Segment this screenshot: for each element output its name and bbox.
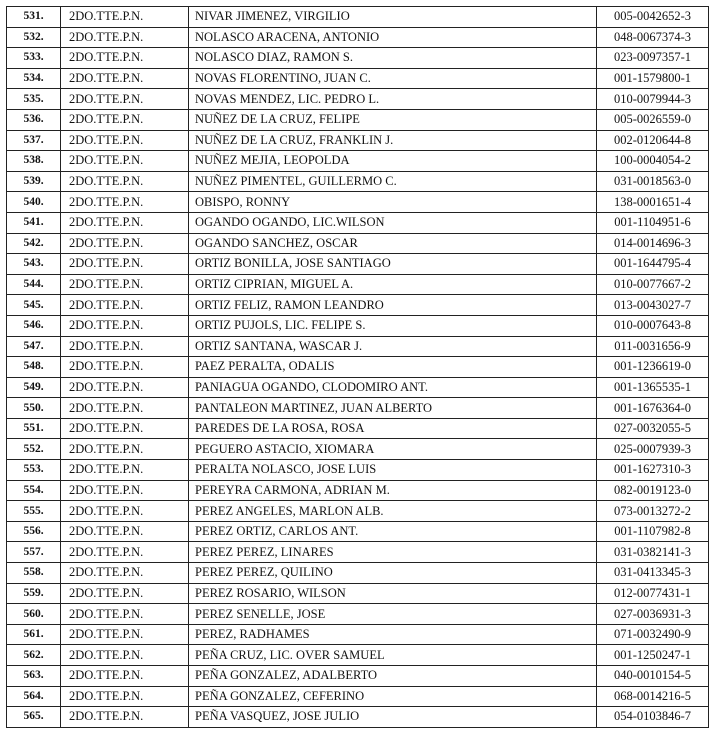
row-number: 538. <box>7 151 61 172</box>
rank-cell: 2DO.TTE.P.N. <box>61 645 189 666</box>
table-row <box>7 480 709 501</box>
id-number-cell: 001-1579800-1 <box>597 68 709 89</box>
name-cell: PEREZ ROSARIO, WILSON <box>189 583 597 604</box>
table-row <box>7 666 709 687</box>
id-number-cell: 001-1644795-4 <box>597 254 709 275</box>
rank-cell: 2DO.TTE.P.N. <box>61 89 189 110</box>
row-number: 553. <box>7 460 61 481</box>
name-cell: PEREYRA CARMONA, ADRIAN M. <box>189 480 597 501</box>
table-row <box>7 130 709 151</box>
name-cell: PANTALEON MARTINEZ, JUAN ALBERTO <box>189 398 597 419</box>
id-number-cell: 010-0007643-8 <box>597 315 709 336</box>
table-row <box>7 315 709 336</box>
name-cell: PEREZ PEREZ, QUILINO <box>189 563 597 584</box>
rank-cell: 2DO.TTE.P.N. <box>61 624 189 645</box>
row-number: 537. <box>7 130 61 151</box>
table-row <box>7 542 709 563</box>
table-row <box>7 563 709 584</box>
rank-cell: 2DO.TTE.P.N. <box>61 315 189 336</box>
name-cell: NUÑEZ PIMENTEL, GUILLERMO C. <box>189 171 597 192</box>
rank-cell: 2DO.TTE.P.N. <box>61 151 189 172</box>
rank-cell: 2DO.TTE.P.N. <box>61 460 189 481</box>
rank-cell: 2DO.TTE.P.N. <box>61 398 189 419</box>
row-number: 557. <box>7 542 61 563</box>
row-number: 563. <box>7 666 61 687</box>
name-cell: ORTIZ PUJOLS, LIC. FELIPE S. <box>189 315 597 336</box>
row-number: 556. <box>7 521 61 542</box>
name-cell: PEREZ ANGELES, MARLON ALB. <box>189 501 597 522</box>
rank-cell: 2DO.TTE.P.N. <box>61 171 189 192</box>
id-number-cell: 068-0014216-5 <box>597 686 709 707</box>
row-number: 533. <box>7 48 61 69</box>
row-number: 554. <box>7 480 61 501</box>
id-number-cell: 031-0413345-3 <box>597 563 709 584</box>
id-number-cell: 138-0001651-4 <box>597 192 709 213</box>
table-row <box>7 418 709 439</box>
personnel-table <box>6 6 709 728</box>
id-number-cell: 014-0014696-3 <box>597 233 709 254</box>
id-number-cell: 027-0032055-5 <box>597 418 709 439</box>
row-number: 562. <box>7 645 61 666</box>
name-cell: OGANDO SANCHEZ, OSCAR <box>189 233 597 254</box>
table-row <box>7 192 709 213</box>
id-number-cell: 054-0103846-7 <box>597 707 709 728</box>
name-cell: NOVAS FLORENTINO, JUAN C. <box>189 68 597 89</box>
rank-cell: 2DO.TTE.P.N. <box>61 563 189 584</box>
id-number-cell: 001-1104951-6 <box>597 212 709 233</box>
name-cell: PERALTA NOLASCO, JOSE LUIS <box>189 460 597 481</box>
table-row <box>7 274 709 295</box>
row-number: 532. <box>7 27 61 48</box>
row-number: 536. <box>7 109 61 130</box>
row-number: 542. <box>7 233 61 254</box>
name-cell: OGANDO OGANDO, LIC.WILSON <box>189 212 597 233</box>
table-row <box>7 212 709 233</box>
id-number-cell: 100-0004054-2 <box>597 151 709 172</box>
row-number: 550. <box>7 398 61 419</box>
id-number-cell: 031-0018563-0 <box>597 171 709 192</box>
row-number: 552. <box>7 439 61 460</box>
id-number-cell: 040-0010154-5 <box>597 666 709 687</box>
table-row <box>7 460 709 481</box>
id-number-cell: 010-0077667-2 <box>597 274 709 295</box>
name-cell: PEÑA GONZALEZ, CEFERINO <box>189 686 597 707</box>
name-cell: PEÑA VASQUEZ, JOSE JULIO <box>189 707 597 728</box>
id-number-cell: 001-1627310-3 <box>597 460 709 481</box>
row-number: 564. <box>7 686 61 707</box>
rank-cell: 2DO.TTE.P.N. <box>61 233 189 254</box>
name-cell: PEÑA CRUZ, LIC. OVER SAMUEL <box>189 645 597 666</box>
row-number: 548. <box>7 357 61 378</box>
id-number-cell: 023-0097357-1 <box>597 48 709 69</box>
rank-cell: 2DO.TTE.P.N. <box>61 254 189 275</box>
table-row <box>7 583 709 604</box>
row-number: 545. <box>7 295 61 316</box>
table-row <box>7 645 709 666</box>
row-number: 531. <box>7 7 61 28</box>
name-cell: NOVAS MENDEZ, LIC. PEDRO L. <box>189 89 597 110</box>
rank-cell: 2DO.TTE.P.N. <box>61 521 189 542</box>
name-cell: ORTIZ CIPRIAN, MIGUEL A. <box>189 274 597 295</box>
rank-cell: 2DO.TTE.P.N. <box>61 686 189 707</box>
name-cell: OBISPO, RONNY <box>189 192 597 213</box>
id-number-cell: 010-0079944-3 <box>597 89 709 110</box>
row-number: 539. <box>7 171 61 192</box>
id-number-cell: 048-0067374-3 <box>597 27 709 48</box>
rank-cell: 2DO.TTE.P.N. <box>61 604 189 625</box>
rank-cell: 2DO.TTE.P.N. <box>61 48 189 69</box>
row-number: 558. <box>7 563 61 584</box>
rank-cell: 2DO.TTE.P.N. <box>61 707 189 728</box>
table-row <box>7 686 709 707</box>
table-row <box>7 398 709 419</box>
rank-cell: 2DO.TTE.P.N. <box>61 212 189 233</box>
table-row <box>7 604 709 625</box>
id-number-cell: 013-0043027-7 <box>597 295 709 316</box>
table-row <box>7 48 709 69</box>
row-number: 540. <box>7 192 61 213</box>
table-row <box>7 336 709 357</box>
table-row <box>7 171 709 192</box>
id-number-cell: 012-0077431-1 <box>597 583 709 604</box>
name-cell: PEGUERO ASTACIO, XIOMARA <box>189 439 597 460</box>
rank-cell: 2DO.TTE.P.N. <box>61 7 189 28</box>
id-number-cell: 001-1107982-8 <box>597 521 709 542</box>
name-cell: NUÑEZ MEJIA, LEOPOLDA <box>189 151 597 172</box>
table-row <box>7 68 709 89</box>
row-number: 561. <box>7 624 61 645</box>
rank-cell: 2DO.TTE.P.N. <box>61 666 189 687</box>
table-row <box>7 377 709 398</box>
rank-cell: 2DO.TTE.P.N. <box>61 274 189 295</box>
table-row <box>7 707 709 728</box>
id-number-cell: 027-0036931-3 <box>597 604 709 625</box>
table-row <box>7 521 709 542</box>
rank-cell: 2DO.TTE.P.N. <box>61 357 189 378</box>
row-number: 559. <box>7 583 61 604</box>
name-cell: NUÑEZ DE LA CRUZ, FRANKLIN J. <box>189 130 597 151</box>
id-number-cell: 005-0026559-0 <box>597 109 709 130</box>
table-row <box>7 254 709 275</box>
row-number: 565. <box>7 707 61 728</box>
row-number: 546. <box>7 315 61 336</box>
name-cell: NOLASCO DIAZ, RAMON S. <box>189 48 597 69</box>
id-number-cell: 001-1236619-0 <box>597 357 709 378</box>
rank-cell: 2DO.TTE.P.N. <box>61 583 189 604</box>
rank-cell: 2DO.TTE.P.N. <box>61 542 189 563</box>
name-cell: NUÑEZ DE LA CRUZ, FELIPE <box>189 109 597 130</box>
id-number-cell: 031-0382141-3 <box>597 542 709 563</box>
id-number-cell: 025-0007939-3 <box>597 439 709 460</box>
rank-cell: 2DO.TTE.P.N. <box>61 439 189 460</box>
row-number: 544. <box>7 274 61 295</box>
rank-cell: 2DO.TTE.P.N. <box>61 480 189 501</box>
row-number: 541. <box>7 212 61 233</box>
name-cell: PEREZ PEREZ, LINARES <box>189 542 597 563</box>
row-number: 543. <box>7 254 61 275</box>
rank-cell: 2DO.TTE.P.N. <box>61 377 189 398</box>
rank-cell: 2DO.TTE.P.N. <box>61 336 189 357</box>
row-number: 535. <box>7 89 61 110</box>
table-row <box>7 357 709 378</box>
name-cell: PEREZ ORTIZ, CARLOS ANT. <box>189 521 597 542</box>
name-cell: ORTIZ BONILLA, JOSE SANTIAGO <box>189 254 597 275</box>
rank-cell: 2DO.TTE.P.N. <box>61 418 189 439</box>
name-cell: NOLASCO ARACENA, ANTONIO <box>189 27 597 48</box>
id-number-cell: 002-0120644-8 <box>597 130 709 151</box>
table-row <box>7 27 709 48</box>
document-page <box>6 6 708 728</box>
name-cell: PEREZ, RADHAMES <box>189 624 597 645</box>
rank-cell: 2DO.TTE.P.N. <box>61 109 189 130</box>
rank-cell: 2DO.TTE.P.N. <box>61 295 189 316</box>
id-number-cell: 073-0013272-2 <box>597 501 709 522</box>
row-number: 555. <box>7 501 61 522</box>
table-row <box>7 624 709 645</box>
row-number: 560. <box>7 604 61 625</box>
id-number-cell: 005-0042652-3 <box>597 7 709 28</box>
id-number-cell: 001-1676364-0 <box>597 398 709 419</box>
name-cell: NIVAR JIMENEZ, VIRGILIO <box>189 7 597 28</box>
name-cell: PANIAGUA OGANDO, CLODOMIRO ANT. <box>189 377 597 398</box>
table-row <box>7 89 709 110</box>
row-number: 551. <box>7 418 61 439</box>
table-row <box>7 295 709 316</box>
table-row <box>7 109 709 130</box>
table-row <box>7 233 709 254</box>
name-cell: PAEZ PERALTA, ODALIS <box>189 357 597 378</box>
rank-cell: 2DO.TTE.P.N. <box>61 130 189 151</box>
id-number-cell: 071-0032490-9 <box>597 624 709 645</box>
row-number: 547. <box>7 336 61 357</box>
rank-cell: 2DO.TTE.P.N. <box>61 501 189 522</box>
id-number-cell: 001-1365535-1 <box>597 377 709 398</box>
name-cell: PEÑA GONZALEZ, ADALBERTO <box>189 666 597 687</box>
id-number-cell: 011-0031656-9 <box>597 336 709 357</box>
table-row <box>7 501 709 522</box>
rank-cell: 2DO.TTE.P.N. <box>61 68 189 89</box>
table-row <box>7 151 709 172</box>
name-cell: ORTIZ FELIZ, RAMON LEANDRO <box>189 295 597 316</box>
row-number: 534. <box>7 68 61 89</box>
name-cell: PEREZ SENELLE, JOSE <box>189 604 597 625</box>
name-cell: ORTIZ SANTANA, WASCAR J. <box>189 336 597 357</box>
id-number-cell: 082-0019123-0 <box>597 480 709 501</box>
id-number-cell: 001-1250247-1 <box>597 645 709 666</box>
table-row <box>7 439 709 460</box>
table-row <box>7 7 709 28</box>
row-number: 549. <box>7 377 61 398</box>
personnel-table-body <box>7 7 709 728</box>
name-cell: PAREDES DE LA ROSA, ROSA <box>189 418 597 439</box>
rank-cell: 2DO.TTE.P.N. <box>61 192 189 213</box>
rank-cell: 2DO.TTE.P.N. <box>61 27 189 48</box>
